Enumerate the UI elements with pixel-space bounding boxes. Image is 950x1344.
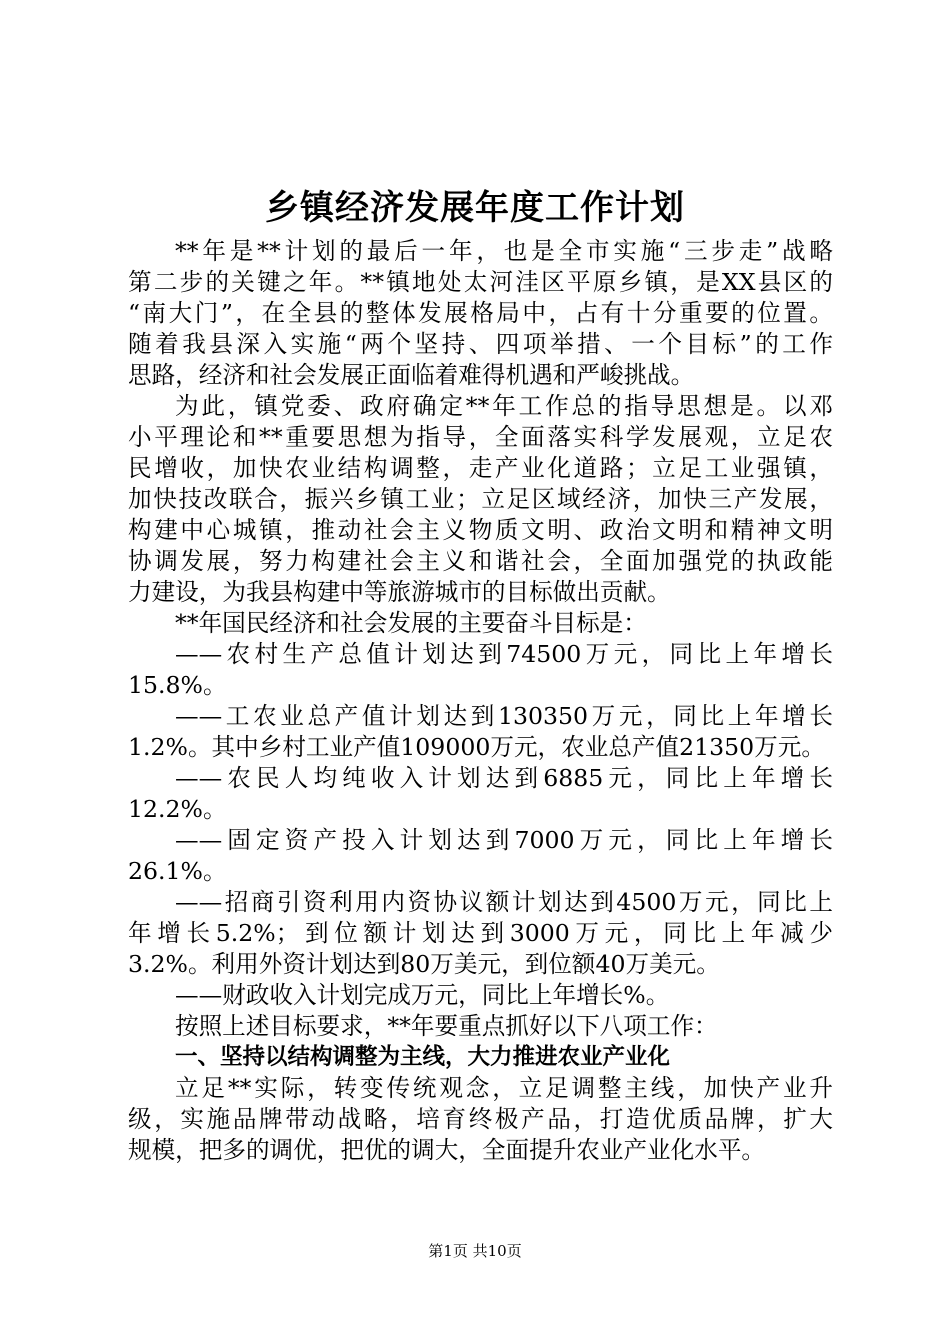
section-heading: 一、坚持以结构调整为主线，大力推进农业产业化 bbox=[175, 1044, 671, 1070]
target-item-line: ——工农业总产值计划达到130350万元，同比上年增长 bbox=[175, 702, 833, 730]
target-item-line: 年增长5.2%；到位额计划达到3000万元，同比上年减少 bbox=[128, 919, 833, 947]
paragraph-line: 加快技改联合，振兴乡镇工业；立足区域经济，加快三产发展， bbox=[128, 485, 833, 513]
paragraph-line: 随着我县深入实施“两个坚持、四项举措、一个目标”的工作 bbox=[128, 330, 833, 358]
target-item-line: 15.8%。 bbox=[128, 671, 227, 699]
target-item-line: ——招商引资利用内资协议额计划达到4500万元，同比上 bbox=[175, 888, 833, 916]
target-item-line: ——农民人均纯收入计划达到6885元，同比上年增长 bbox=[175, 764, 833, 792]
paragraph-line: **年国民经济和社会发展的主要奋斗目标是： bbox=[175, 609, 647, 637]
paragraph-line: 力建设，为我县构建中等旅游城市的目标做出贡献。 bbox=[128, 578, 671, 606]
page-number-footer: 第1页 共10页 bbox=[428, 1242, 522, 1260]
paragraph-line: “南大门”，在全县的整体发展格局中，占有十分重要的位置。 bbox=[128, 299, 833, 327]
target-item-line: 26.1%。 bbox=[128, 857, 227, 885]
target-item-line: 3.2%。利用外资计划达到80万美元，到位额40万美元。 bbox=[128, 950, 720, 978]
paragraph-line: 思路，经济和社会发展正面临着难得机遇和严峻挑战。 bbox=[128, 361, 695, 389]
paragraph-line: 立足**实际，转变传统观念，立足调整主线，加快产业升 bbox=[175, 1074, 833, 1102]
target-item-line: 1.2%。其中乡村工业产值109000万元，农业总产值21350万元。 bbox=[128, 733, 825, 761]
target-item-line: ——固定资产投入计划达到7000万元，同比上年增长 bbox=[175, 826, 833, 854]
paragraph-line: 规模，把多的调优，把优的调大，全面提升农业产业化水平。 bbox=[128, 1136, 766, 1164]
paragraph-line: 按照上述目标要求，**年要重点抓好以下八项工作： bbox=[175, 1012, 718, 1040]
target-item-line: ——农村生产总值计划达到74500万元，同比上年增长 bbox=[175, 640, 833, 668]
target-item-line: ——财政收入计划完成万元，同比上年增长%。 bbox=[175, 981, 670, 1009]
paragraph-line: 级，实施品牌带动战略，培育终极产品，打造优质品牌，扩大 bbox=[128, 1105, 833, 1133]
paragraph-line: 为此，镇党委、政府确定**年工作总的指导思想是。以邓 bbox=[175, 392, 833, 420]
paragraph-line: 小平理论和**重要思想为指导，全面落实科学发展观，立足农 bbox=[128, 423, 833, 451]
target-item-line: 12.2%。 bbox=[128, 795, 227, 823]
document-title: 乡镇经济发展年度工作计划 bbox=[265, 188, 685, 228]
paragraph-line: **年是**计划的最后一年，也是全市实施“三步走”战略 bbox=[175, 237, 833, 265]
paragraph-line: 构建中心城镇，推动社会主义物质文明、政治文明和精神文明 bbox=[128, 516, 833, 544]
paragraph-line: 协调发展，努力构建社会主义和谐社会，全面加强党的执政能 bbox=[128, 547, 833, 575]
document-body bbox=[128, 236, 833, 1166]
paragraph-line: 民增收，加快农业结构调整，走产业化道路；立足工业强镇， bbox=[128, 454, 833, 482]
paragraph-line: 第二步的关键之年。**镇地处太河洼区平原乡镇，是XX县区的 bbox=[128, 268, 833, 296]
